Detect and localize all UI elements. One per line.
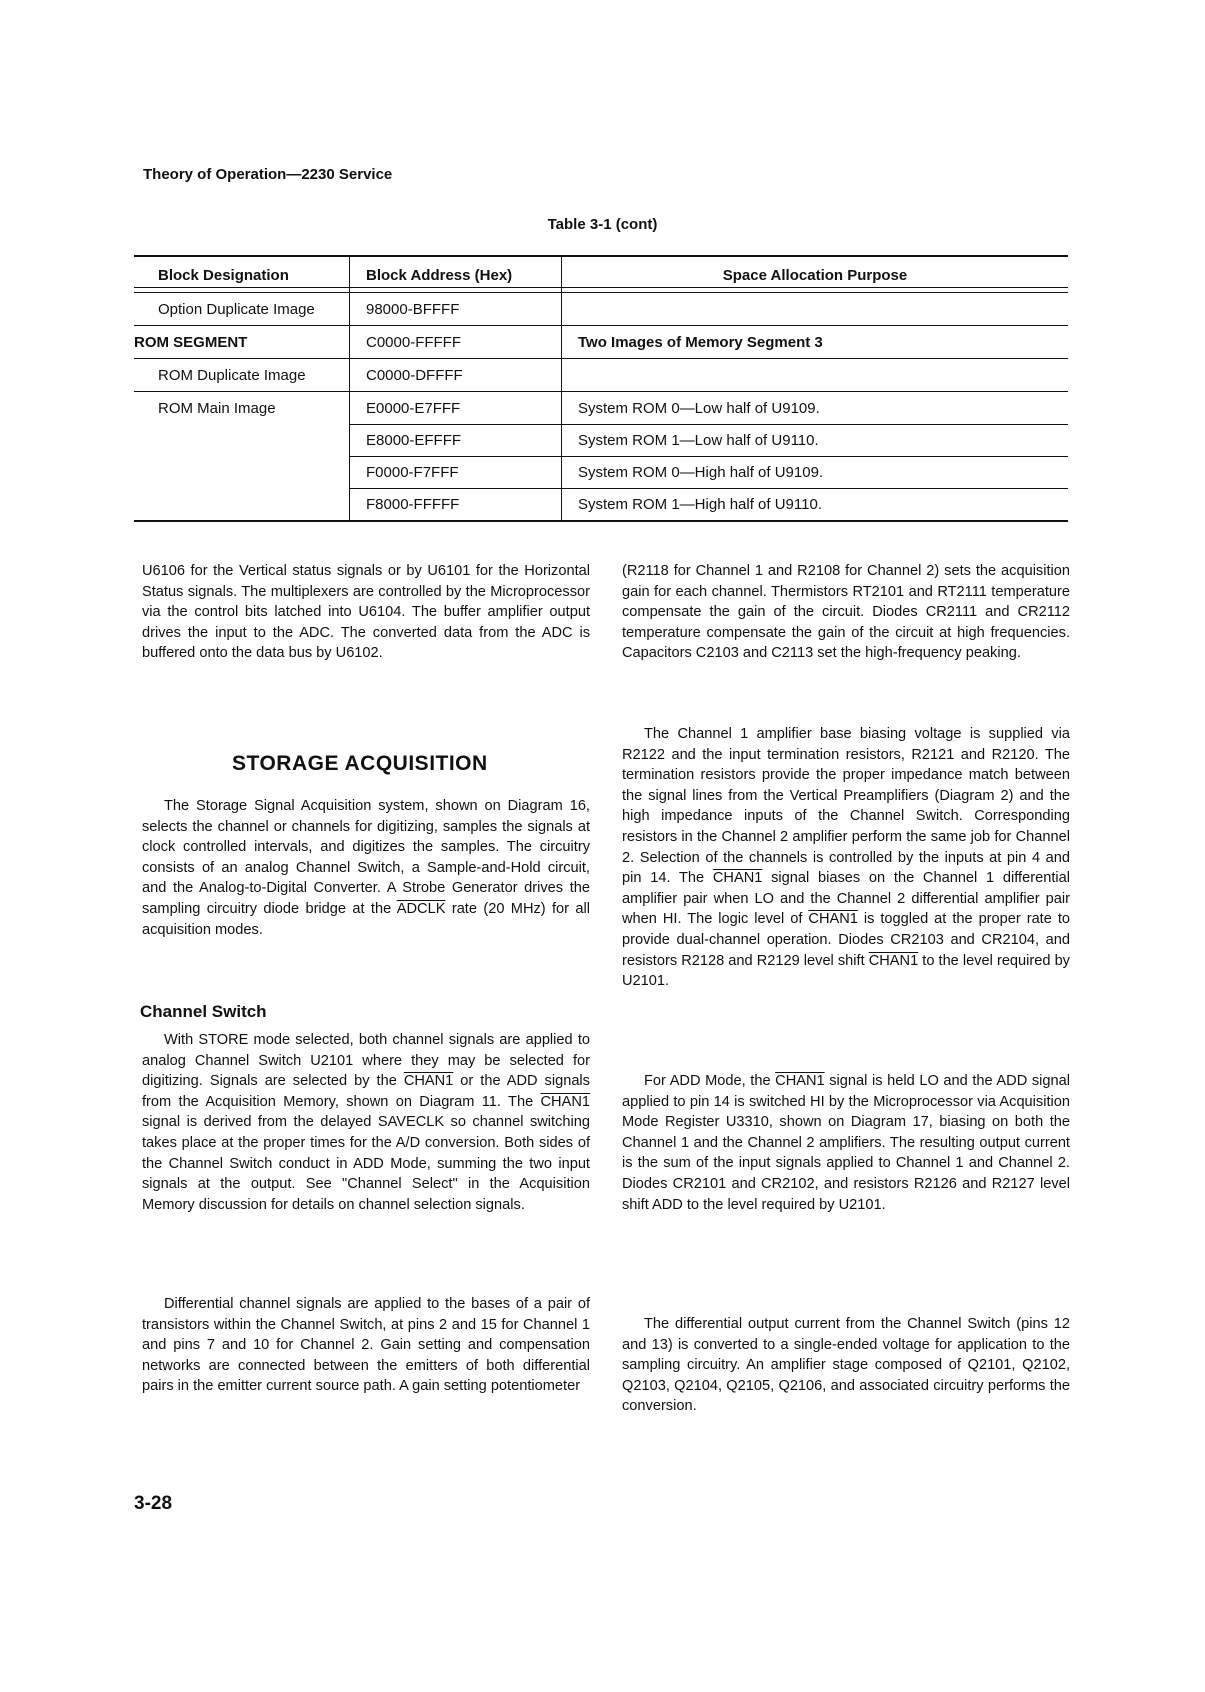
body-paragraph: The Storage Signal Acquisition system, shown on Diagram 16, selects the channel or channels for digitizing, samples the signals at clock controlled intervals, and digitizes the samples. The circuitry consists of an analog Channel Switch, a Sample-and-Hold circuit, and the Analog-to-Digital Converter. A Strobe Generator drives the sampling circuitry diode bridge at the ADCLK rate (20 MHz) for all acquisition modes. <box>142 798 590 938</box>
signal-chan1: CHAN1 <box>808 911 858 928</box>
signal-chan1: CHAN1 <box>403 1073 454 1090</box>
subsection-heading: Channel Switch <box>140 1002 267 1021</box>
table-cell <box>561 359 1068 391</box>
signal-chan1: CHAN1 <box>868 952 919 969</box>
table-cell: ROM Main Image <box>158 399 276 417</box>
table-cell: System ROM 1—Low half of U9110. <box>561 424 1068 456</box>
signal-chan1: CHAN1 <box>775 1073 825 1089</box>
table-cell <box>134 424 349 456</box>
signal-chan1: CHAN1 <box>540 1093 590 1110</box>
table-cell: C0000-DFFFF <box>349 359 561 391</box>
section-title: STORAGE ACQUISITION <box>232 752 488 775</box>
table-cell: Two Images of Memory Segment 3 <box>561 326 1068 358</box>
table-cell: E8000-EFFFF <box>349 424 561 456</box>
table-cell: C0000-FFFFF <box>349 326 561 358</box>
table-row <box>134 488 1068 522</box>
body-paragraph: U6106 for the Vertical status signals or by U6101 for the Horizontal Status signals. The multiplexers are controlled by the Microprocessor via the control bits latched into U6104. The buffer amplifier output drives the input to the ADC. The converted data from the ADC is buffered onto the data bus by U6102. <box>142 563 590 662</box>
table-header-row <box>134 255 1068 293</box>
table-cell: System ROM 0—Low half of U9109. <box>561 392 1068 424</box>
table-cell <box>134 456 349 488</box>
page-number: 3-28 <box>134 1493 173 1514</box>
table-cell: 98000-BFFFF <box>349 293 561 325</box>
table-caption: Table 3-1 (cont) <box>547 216 658 233</box>
memory-map-table <box>134 255 1068 522</box>
table-cell: Option Duplicate Image <box>158 300 315 318</box>
table-row <box>134 359 1068 392</box>
table-cell: ROM SEGMENT <box>134 333 248 351</box>
table-row <box>134 424 1068 456</box>
table-cell: System ROM 0—High half of U9109. <box>561 456 1068 488</box>
signal-adclk: ADCLK <box>396 900 446 917</box>
column-header-purpose: Space Allocation Purpose <box>561 257 1068 293</box>
table-cell: F0000-F7FFF <box>349 456 561 488</box>
column-header-address: Block Address (Hex) <box>349 257 561 293</box>
table-cell: ROM Duplicate Image <box>158 366 306 384</box>
table-cell: System ROM 1—High half of U9110. <box>561 488 1068 520</box>
signal-chan1: CHAN1 <box>712 870 763 887</box>
table-row <box>134 456 1068 488</box>
column-header-designation: Block Designation <box>158 266 289 284</box>
table-cell: E0000-E7FFF <box>349 392 561 424</box>
body-paragraph: For ADD Mode, the CHAN1 signal is held LO and the ADD signal applied to pin 14 is switched HI by the Microprocessor via Acquisition Mode Register U3310, shown on Diagram 17, biasing on both the Channel 1 and the Channel 2 amplifiers. The resulting output current is the sum of the input signals applied to Channel 1 and Channel 2. Diodes CR2101 and CR2102, and resistors R2126 and R2127 level shift ADD to the level required by U2101. <box>622 1073 1070 1213</box>
table-cell <box>134 488 349 520</box>
body-paragraph: The differential output current from the Channel Switch (pins 12 and 13) is converted to a single-ended voltage for application to the sampling circuitry. An amplifier stage composed of Q2101, Q2102, Q2103, Q2104, Q2105, Q2106, and associated circuitry performs the conversion. <box>622 1316 1070 1415</box>
table-row <box>134 392 1068 424</box>
table-cell: F8000-FFFFF <box>349 488 561 520</box>
body-paragraph: (R2118 for Channel 1 and R2108 for Channel 2) sets the acquisition gain for each channel. Thermistors RT2101 and RT2111 temperature compensate the gain of the circuit. Diodes CR2111 and CR2112 temperature compensate the gain of the circuit at high frequencies. Capacitors C2103 and C2113 set the high-frequency peaking. <box>622 563 1070 662</box>
table-cell <box>561 293 1068 325</box>
body-paragraph: With STORE mode selected, both channel signals are applied to analog Channel Switch U2101 where they may be selected for digitizing. Signals are selected by the CHAN1 or the ADD signals from the Acquisition Memory, shown on Diagram 11. The CHAN1 signal is derived from the delayed SAVECLK so channel switching takes place at the proper times for the A/D conversion. Both sides of the Channel Switch conduct in ADD Mode, summing the two input signals at the output. See "Channel Select" in the Acquisition Memory discussion for details on channel selection signals. <box>142 1032 590 1213</box>
body-paragraph: Differential channel signals are applied to the bases of a pair of transistors within the Channel Switch, at pins 2 and 15 for Channel 1 and pins 7 and 10 for Channel 2. Gain setting and compensation networks are connected between the emitters of both differential pairs in the emitter current source path. A gain setting potentiometer <box>142 1296 590 1395</box>
table-row <box>134 326 1068 359</box>
body-paragraph: The Channel 1 amplifier base biasing voltage is supplied via R2122 and the input termination resistors, R2121 and R2120. The termination resistors provide the proper impedance match between the signal lines from the Vertical Preamplifiers (Diagram 2) and the high impedance inputs of the Channel Switch. Corresponding resistors in the Channel 2 amplifier perform the same job for Channel 2. Selection of the channels is controlled by the inputs at pin 4 and pin 14. The CHAN1 signal biases on the Channel 1 differential amplifier pair when LO and the Channel 2 differential amplifier pair when HI. The logic level of CHAN1 is toggled at the proper rate to provide dual-channel operation. Diodes CR2103 and CR2104, and resistors R2128 and R2129 level shift CHAN1 to the level required by U2101. <box>622 726 1070 990</box>
table-row <box>134 293 1068 326</box>
running-head: Theory of Operation—2230 Service <box>143 166 393 183</box>
